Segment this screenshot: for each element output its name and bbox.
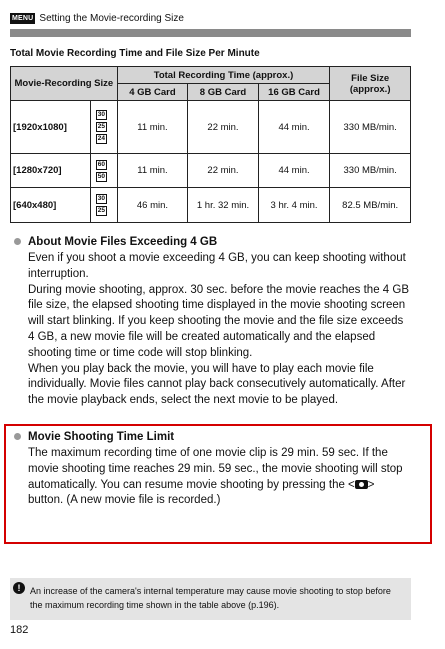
time-8gb-cell: 22 min. <box>188 101 259 154</box>
frame-rate-cell <box>90 188 117 223</box>
section-exceeding-4gb <box>14 235 409 409</box>
time-4gb-cell: 11 min. <box>117 101 188 154</box>
section-title: About Movie Files Exceeding 4 GB <box>28 236 218 248</box>
time-8gb-cell: 22 min. <box>188 154 259 188</box>
size-cell: [640x480] <box>11 188 91 223</box>
section-body <box>28 251 409 409</box>
body-text: > button. (A new movie file is recorded.) <box>28 478 375 507</box>
col-header-total-time: Total Recording Time (approx.) <box>117 67 330 84</box>
frame-rate-icon: 25 <box>97 123 106 130</box>
frame-rate-icon: 24 <box>97 135 106 142</box>
paragraph: When you play back the movie, you will have to play each movie file individually. Movie files cannot play back consecutively automatically. After the movie playback ends, select the next movie to be played. <box>28 362 406 407</box>
section-time-limit <box>14 430 409 509</box>
time-4gb-cell: 46 min. <box>117 188 188 223</box>
time-16gb-cell: 3 hr. 4 min. <box>258 188 330 223</box>
bullet-icon <box>14 433 21 440</box>
file-size-cell: 82.5 MB/min. <box>330 188 411 223</box>
section-title: Movie Shooting Time Limit <box>28 431 175 443</box>
file-size-cell: 330 MB/min. <box>330 154 411 188</box>
page-header <box>10 10 184 26</box>
time-16gb-cell: 44 min. <box>258 154 330 188</box>
frame-rate-icon: 60 <box>97 160 106 168</box>
time-4gb-cell: 11 min. <box>117 154 188 188</box>
table-row <box>11 154 411 188</box>
page-number: 182 <box>10 624 29 636</box>
col-header-4gb: 4 GB Card <box>117 84 188 101</box>
caution-note <box>10 578 411 620</box>
header-title: Setting the Movie-recording Size <box>39 12 184 24</box>
note-text: An increase of the camera's internal temperature may cause movie shooting to stop before the maximum recording time shown in the table above (p.196). <box>30 586 391 610</box>
frame-rate-icon: 50 <box>97 172 106 180</box>
file-size-cell: 330 MB/min. <box>330 101 411 154</box>
col-header-16gb: 16 GB Card <box>258 84 330 101</box>
header-bar <box>10 29 411 37</box>
table-title: Total Movie Recording Time and File Size Per Minute <box>10 48 260 59</box>
frame-rate-cell <box>90 101 117 154</box>
col-header-file-size: File Size (approx.) <box>330 67 411 101</box>
frame-rate-cell <box>90 154 117 188</box>
size-cell: [1280x720] <box>11 154 91 188</box>
size-cell: [1920x1080] <box>11 101 91 154</box>
time-8gb-cell: 1 hr. 32 min. <box>188 188 259 223</box>
menu-badge: MENU <box>12 14 34 22</box>
camera-icon <box>355 480 368 489</box>
col-header-size: Movie-Recording Size <box>11 67 118 101</box>
table-row <box>11 101 411 154</box>
body-text: The maximum recording time of one movie clip is 29 min. 59 sec. If the movie shooting time reaches 29 min. 59 sec., the movie shooting will stop automatically. You can resume movie shooting by pressing the < <box>28 447 403 491</box>
table-row <box>11 188 411 223</box>
caution-icon: ! <box>13 582 25 594</box>
col-header-8gb: 8 GB Card <box>188 84 259 101</box>
frame-rate-icon: 25 <box>97 207 106 214</box>
paragraph: Even if you shoot a movie exceeding 4 GB, you can keep shooting without interruption. <box>28 252 406 280</box>
recording-time-table <box>10 66 411 223</box>
time-16gb-cell: 44 min. <box>258 101 330 154</box>
frame-rate-icon: 30 <box>97 195 106 202</box>
paragraph: During movie shooting, approx. 30 sec. before the movie reaches the 4 GB file size, the elapsed shooting time displayed in the movie shooting screen will start blinking. If you keep shooting the movie and the file size exceeds 4 GB, a new movie file will be created automatically and the elapsed shooting time or time code will stop blinking. <box>28 283 409 359</box>
frame-rate-icon: 30 <box>97 111 106 118</box>
section-body <box>28 446 409 509</box>
bullet-icon <box>14 238 21 245</box>
